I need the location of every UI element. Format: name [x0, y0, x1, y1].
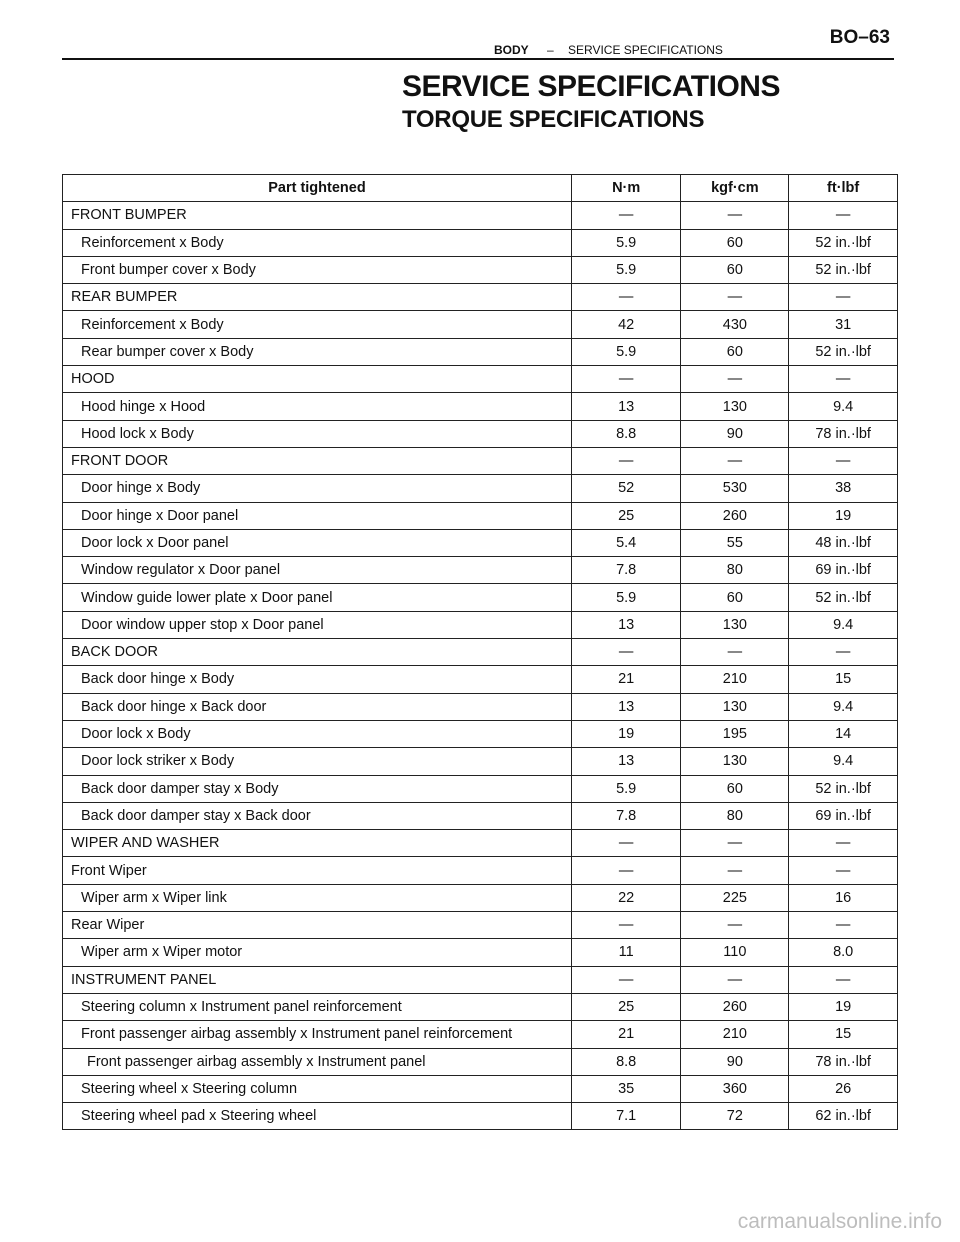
part-cell: Back door damper stay x Body — [63, 775, 572, 802]
nm-cell: — — [571, 857, 681, 884]
table-row — [63, 775, 898, 802]
part-cell: Window guide lower plate x Door panel — [63, 584, 572, 611]
kgfcm-cell: 60 — [681, 256, 789, 283]
kgfcm-cell: 55 — [681, 529, 789, 556]
kgfcm-cell: — — [681, 202, 789, 229]
nm-cell: 7.8 — [571, 802, 681, 829]
kgfcm-cell: 260 — [681, 502, 789, 529]
kgfcm-cell: 60 — [681, 775, 789, 802]
part-cell: REAR BUMPER — [63, 284, 572, 311]
nm-cell: 5.9 — [571, 229, 681, 256]
nm-cell: 5.9 — [571, 256, 681, 283]
nm-cell: 19 — [571, 720, 681, 747]
table-row — [63, 1103, 898, 1130]
table-row — [63, 1048, 898, 1075]
ftlbf-cell: 9.4 — [789, 611, 898, 638]
part-cell: Rear Wiper — [63, 912, 572, 939]
nm-cell: — — [571, 447, 681, 474]
kgfcm-cell: 90 — [681, 1048, 789, 1075]
page-number: BO–63 — [829, 27, 890, 48]
part-cell: Door lock striker x Body — [63, 748, 572, 775]
part-cell: Rear bumper cover x Body — [63, 338, 572, 365]
kgfcm-cell: 130 — [681, 748, 789, 775]
nm-cell: 7.8 — [571, 557, 681, 584]
nm-cell: 42 — [571, 311, 681, 338]
nm-cell: 35 — [571, 1075, 681, 1102]
nm-cell: 25 — [571, 502, 681, 529]
ftlbf-cell: 9.4 — [789, 393, 898, 420]
ftlbf-cell: 69 in.·lbf — [789, 802, 898, 829]
table-row — [63, 557, 898, 584]
part-cell: Reinforcement x Body — [63, 311, 572, 338]
ftlbf-cell: 9.4 — [789, 748, 898, 775]
ftlbf-cell: 52 in.·lbf — [789, 584, 898, 611]
part-cell: Front passenger airbag assembly x Instrument panel — [63, 1048, 572, 1075]
part-cell: Door hinge x Body — [63, 475, 572, 502]
part-cell: Steering wheel pad x Steering wheel — [63, 1103, 572, 1130]
part-cell: Door window upper stop x Door panel — [63, 611, 572, 638]
nm-cell: 11 — [571, 939, 681, 966]
table-row — [63, 338, 898, 365]
column-header-kgfcm: kgf·cm — [681, 175, 789, 202]
part-cell: Steering column x Instrument panel reinforcement — [63, 993, 572, 1020]
ftlbf-cell: 69 in.·lbf — [789, 557, 898, 584]
part-cell: Back door hinge x Body — [63, 666, 572, 693]
part-cell: Back door damper stay x Back door — [63, 802, 572, 829]
table-row — [63, 1021, 898, 1048]
ftlbf-cell: — — [789, 366, 898, 393]
ftlbf-cell: 15 — [789, 666, 898, 693]
table-row — [63, 502, 898, 529]
table-row — [63, 830, 898, 857]
table-row — [63, 748, 898, 775]
nm-cell: — — [571, 202, 681, 229]
kgfcm-cell: 210 — [681, 1021, 789, 1048]
kgfcm-cell: 60 — [681, 338, 789, 365]
ftlbf-cell: — — [789, 912, 898, 939]
nm-cell: 5.9 — [571, 338, 681, 365]
nm-cell: — — [571, 966, 681, 993]
table-row — [63, 1075, 898, 1102]
part-cell: BACK DOOR — [63, 639, 572, 666]
kgfcm-cell: — — [681, 912, 789, 939]
part-cell: Steering wheel x Steering column — [63, 1075, 572, 1102]
part-cell: Door lock x Body — [63, 720, 572, 747]
part-cell: Hood hinge x Hood — [63, 393, 572, 420]
ftlbf-cell: 78 in.·lbf — [789, 1048, 898, 1075]
kgfcm-cell: — — [681, 639, 789, 666]
part-cell: Door hinge x Door panel — [63, 502, 572, 529]
nm-cell: 7.1 — [571, 1103, 681, 1130]
part-cell: Front passenger airbag assembly x Instrument panel reinforcement — [63, 1021, 572, 1048]
part-cell: Window regulator x Door panel — [63, 557, 572, 584]
table-row — [63, 611, 898, 638]
ftlbf-cell: 14 — [789, 720, 898, 747]
table-row — [63, 884, 898, 911]
ftlbf-cell: 52 in.·lbf — [789, 229, 898, 256]
table-row — [63, 666, 898, 693]
ftlbf-cell: 31 — [789, 311, 898, 338]
ftlbf-cell: — — [789, 966, 898, 993]
ftlbf-cell: 62 in.·lbf — [789, 1103, 898, 1130]
nm-cell: 22 — [571, 884, 681, 911]
kgfcm-cell: 130 — [681, 693, 789, 720]
column-header-nm: N·m — [571, 175, 681, 202]
header-rule — [62, 58, 894, 60]
kgfcm-cell: — — [681, 830, 789, 857]
nm-cell: 8.8 — [571, 420, 681, 447]
nm-cell: 5.9 — [571, 584, 681, 611]
part-cell: INSTRUMENT PANEL — [63, 966, 572, 993]
table-row — [63, 966, 898, 993]
ftlbf-cell: — — [789, 284, 898, 311]
page-title: SERVICE SPECIFICATIONS — [402, 70, 780, 103]
ftlbf-cell: 48 in.·lbf — [789, 529, 898, 556]
part-cell: Wiper arm x Wiper motor — [63, 939, 572, 966]
nm-cell: — — [571, 830, 681, 857]
kgfcm-cell: 360 — [681, 1075, 789, 1102]
ftlbf-cell: — — [789, 202, 898, 229]
kgfcm-cell: 210 — [681, 666, 789, 693]
kgfcm-cell: 90 — [681, 420, 789, 447]
kgfcm-cell: 130 — [681, 611, 789, 638]
table-row — [63, 993, 898, 1020]
part-cell: WIPER AND WASHER — [63, 830, 572, 857]
ftlbf-cell: 78 in.·lbf — [789, 420, 898, 447]
kgfcm-cell: — — [681, 857, 789, 884]
ftlbf-cell: 8.0 — [789, 939, 898, 966]
ftlbf-cell: — — [789, 830, 898, 857]
kgfcm-cell: 80 — [681, 802, 789, 829]
part-cell: Front Wiper — [63, 857, 572, 884]
ftlbf-cell: 52 in.·lbf — [789, 338, 898, 365]
table-row — [63, 256, 898, 283]
ftlbf-cell: 19 — [789, 993, 898, 1020]
nm-cell: — — [571, 366, 681, 393]
kgfcm-cell: 260 — [681, 993, 789, 1020]
part-cell: Door lock x Door panel — [63, 529, 572, 556]
part-cell: Hood lock x Body — [63, 420, 572, 447]
kgfcm-cell: — — [681, 447, 789, 474]
kgfcm-cell: 195 — [681, 720, 789, 747]
table-row — [63, 529, 898, 556]
part-cell: HOOD — [63, 366, 572, 393]
table-row — [63, 639, 898, 666]
nm-cell: — — [571, 639, 681, 666]
ftlbf-cell: 38 — [789, 475, 898, 502]
table-row — [63, 802, 898, 829]
table-body — [63, 202, 898, 1130]
table-row — [63, 939, 898, 966]
kgfcm-cell: 60 — [681, 229, 789, 256]
column-header-part: Part tightened — [63, 175, 572, 202]
nm-cell: 13 — [571, 611, 681, 638]
nm-cell: — — [571, 284, 681, 311]
table-row — [63, 584, 898, 611]
kgfcm-cell: 130 — [681, 393, 789, 420]
ftlbf-cell: 26 — [789, 1075, 898, 1102]
nm-cell: — — [571, 912, 681, 939]
watermark: carmanualsonline.info — [737, 1210, 942, 1233]
table-row — [63, 284, 898, 311]
kgfcm-cell: — — [681, 366, 789, 393]
nm-cell: 13 — [571, 393, 681, 420]
torque-spec-table — [62, 174, 898, 1130]
column-header-ftlbf: ft·lbf — [789, 175, 898, 202]
table-row — [63, 366, 898, 393]
table-row — [63, 420, 898, 447]
ftlbf-cell: — — [789, 857, 898, 884]
kgfcm-cell: 60 — [681, 584, 789, 611]
part-cell: Back door hinge x Back door — [63, 693, 572, 720]
nm-cell: 13 — [571, 748, 681, 775]
kgfcm-cell: 430 — [681, 311, 789, 338]
part-cell: Front bumper cover x Body — [63, 256, 572, 283]
nm-cell: 13 — [571, 693, 681, 720]
table-row — [63, 475, 898, 502]
header-separator: – — [547, 43, 554, 57]
nm-cell: 5.4 — [571, 529, 681, 556]
table-row — [63, 393, 898, 420]
table-row — [63, 229, 898, 256]
kgfcm-cell: 72 — [681, 1103, 789, 1130]
ftlbf-cell: 52 in.·lbf — [789, 256, 898, 283]
part-cell: FRONT DOOR — [63, 447, 572, 474]
table-row — [63, 693, 898, 720]
table-row — [63, 202, 898, 229]
kgfcm-cell: 110 — [681, 939, 789, 966]
part-cell: Wiper arm x Wiper link — [63, 884, 572, 911]
ftlbf-cell: 15 — [789, 1021, 898, 1048]
nm-cell: 21 — [571, 666, 681, 693]
page-subtitle: TORQUE SPECIFICATIONS — [402, 106, 705, 133]
nm-cell: 52 — [571, 475, 681, 502]
ftlbf-cell: 16 — [789, 884, 898, 911]
table-row — [63, 311, 898, 338]
ftlbf-cell: 52 in.·lbf — [789, 775, 898, 802]
ftlbf-cell: 19 — [789, 502, 898, 529]
kgfcm-cell: — — [681, 966, 789, 993]
nm-cell: 8.8 — [571, 1048, 681, 1075]
part-cell: Reinforcement x Body — [63, 229, 572, 256]
kgfcm-cell: 530 — [681, 475, 789, 502]
table-row — [63, 720, 898, 747]
header-section: BODY — [494, 43, 529, 57]
table-row — [63, 447, 898, 474]
nm-cell: 5.9 — [571, 775, 681, 802]
table-row — [63, 912, 898, 939]
nm-cell: 25 — [571, 993, 681, 1020]
ftlbf-cell: — — [789, 639, 898, 666]
ftlbf-cell: 9.4 — [789, 693, 898, 720]
nm-cell: 21 — [571, 1021, 681, 1048]
kgfcm-cell: 225 — [681, 884, 789, 911]
table-row — [63, 857, 898, 884]
kgfcm-cell: — — [681, 284, 789, 311]
ftlbf-cell: — — [789, 447, 898, 474]
header-subsection: SERVICE SPECIFICATIONS — [568, 43, 723, 57]
part-cell: FRONT BUMPER — [63, 202, 572, 229]
table-header-row — [63, 175, 898, 202]
kgfcm-cell: 80 — [681, 557, 789, 584]
page-header — [62, 0, 894, 62]
